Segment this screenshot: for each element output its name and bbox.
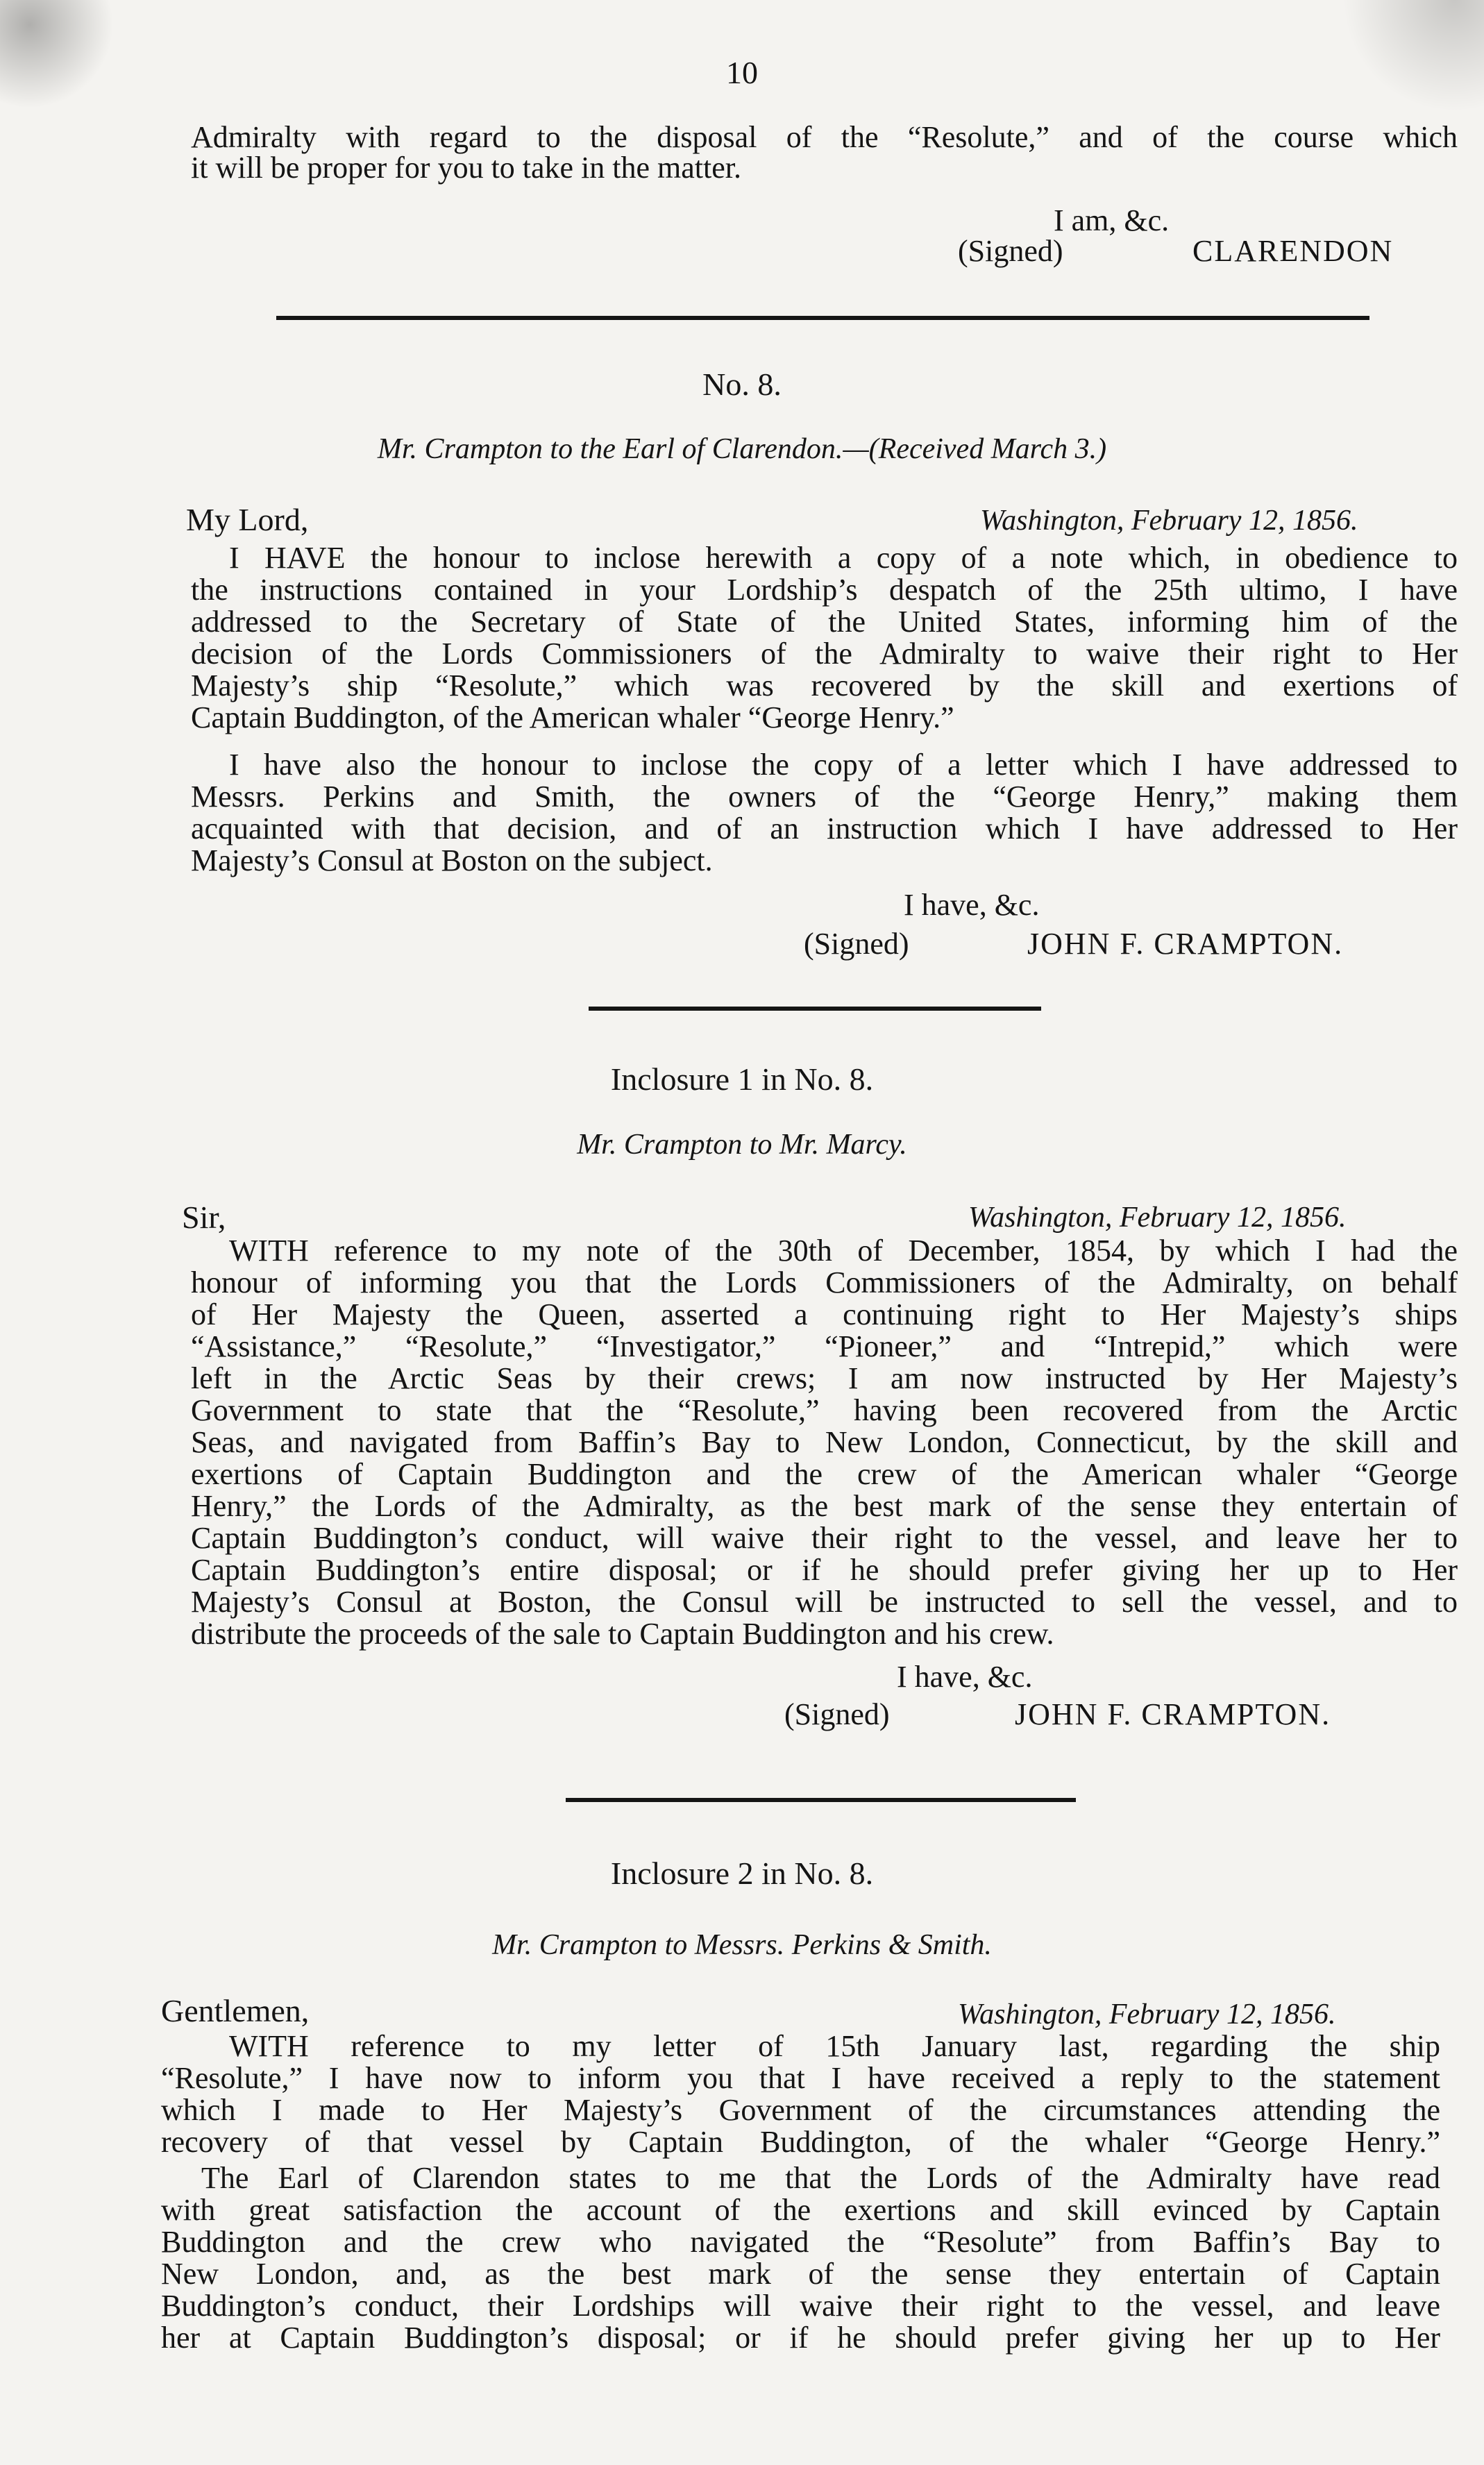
body-line: Admiralty with regard to the disposal of the “Resolute,” and of the course which xyxy=(191,120,1458,154)
closing: I am, &c. xyxy=(1054,203,1170,237)
letter-title: Mr. Crampton to Messrs. Perkins & Smith. xyxy=(492,1929,992,1961)
body-line: Government to state that the “Resolute,” having been recovered from the Arctic xyxy=(191,1393,1458,1427)
closing: I have, &c. xyxy=(897,1660,1033,1694)
section-divider xyxy=(589,1007,1041,1011)
body-line: which I made to Her Majesty’s Government of the circumstances attending the xyxy=(161,2093,1440,2127)
body-line: exertions of Captain Buddington and the crew of the American whaler “George xyxy=(191,1457,1458,1491)
body-line: Buddington’s conduct, their Lordships will waive their right to the vessel, and leave xyxy=(161,2289,1440,2323)
body-line: “Assistance,” “Resolute,” “Investigator,” “Pioneer,” and “Intrepid,” which were xyxy=(191,1329,1458,1363)
body-line: “Resolute,” I have now to inform you that I have received a reply to the statement xyxy=(161,2061,1440,2095)
body-line: the instructions contained in your Lordship’s despatch of the 25th ultimo, I have xyxy=(191,573,1458,607)
section-divider xyxy=(276,316,1369,320)
section-divider xyxy=(566,1798,1076,1802)
signatory: CLARENDON xyxy=(1192,234,1394,268)
place-date: Washington, February 12, 1856. xyxy=(958,1999,1336,2030)
body-line: Majesty’s Consul at Boston, the Consul will be instructed to sell the vessel, and to xyxy=(191,1585,1458,1619)
body-line: acquainted with that decision, and of an instruction which I have addressed to Her xyxy=(191,811,1458,845)
signatory: JOHN F. CRAMPTON. xyxy=(1027,927,1344,961)
section-heading: Inclosure 1 in No. 8. xyxy=(610,1061,874,1097)
signed-label: (Signed) xyxy=(804,927,909,961)
place-date: Washington, February 12, 1856. xyxy=(968,1202,1347,1234)
body-line: her at Captain Buddington’s disposal; or if he should prefer giving her up to Her xyxy=(161,2321,1440,2355)
body-line: addressed to the Secretary of State of the United States, informing him of the xyxy=(191,605,1458,639)
body-line: of Her Majesty the Queen, asserted a continuing right to Her Majesty’s ships xyxy=(191,1297,1458,1331)
body-line: distribute the proceeds of the sale to Captain Buddington and his crew. xyxy=(191,1617,1054,1651)
body-line: Majesty’s ship “Resolute,” which was recovered by the skill and exertions of xyxy=(191,668,1458,703)
body-line: Captain Buddington, of the American whaler “George Henry.” xyxy=(191,700,954,734)
body-line: WITH reference to my note of the 30th of December, 1854, by which I had the xyxy=(229,1234,1458,1268)
body-line: Captain Buddington’s conduct, will waive their right to the vessel, and leave her to xyxy=(191,1521,1458,1555)
body-line: Majesty’s Consul at Boston on the subject. xyxy=(191,843,713,877)
salutation: Sir, xyxy=(182,1200,226,1235)
body-line: New London, and, as the best mark of the sense they entertain of Captain xyxy=(161,2257,1440,2291)
body-line: I HAVE the honour to inclose herewith a copy of a note which, in obedience to xyxy=(229,541,1458,575)
signatory: JOHN F. CRAMPTON. xyxy=(1015,1697,1331,1731)
body-line: Seas, and navigated from Baffin’s Bay to New London, Connecticut, by the skill and xyxy=(191,1425,1458,1459)
body-line: WITH reference to my letter of 15th January last, regarding the ship xyxy=(229,2029,1440,2063)
signed-label: (Signed) xyxy=(784,1697,890,1731)
salutation: Gentlemen, xyxy=(161,1993,310,2028)
section-heading: Inclosure 2 in No. 8. xyxy=(610,1856,874,1891)
body-line: I have also the honour to inclose the copy of a letter which I have addressed to xyxy=(229,748,1458,782)
body-line: left in the Arctic Seas by their crews; I am now instructed by Her Majesty’s xyxy=(191,1361,1458,1395)
section-heading: No. 8. xyxy=(702,367,782,402)
body-line: honour of informing you that the Lords Commissioners of the Admiralty, on behalf xyxy=(191,1265,1458,1299)
body-line: it will be proper for you to take in the matter. xyxy=(191,151,742,185)
salutation: My Lord, xyxy=(186,502,309,537)
body-line: Henry,” the Lords of the Admiralty, as the best mark of the sense they entertain of xyxy=(191,1489,1458,1523)
letter-title: Mr. Crampton to the Earl of Clarendon.—(Received March 3.) xyxy=(377,433,1107,465)
closing: I have, &c. xyxy=(904,888,1040,922)
body-line: Buddington and the crew who navigated the “Resolute” from Baffin’s Bay to xyxy=(161,2225,1440,2259)
letter-title: Mr. Crampton to Mr. Marcy. xyxy=(577,1129,907,1161)
place-date: Washington, February 12, 1856. xyxy=(980,505,1358,537)
body-line: recovery of that vessel by Captain Buddington, of the whaler “George Henry.” xyxy=(161,2125,1440,2159)
body-line: Messrs. Perkins and Smith, the owners of the “George Henry,” making them xyxy=(191,780,1458,814)
page-number: 10 xyxy=(726,55,758,90)
body-line: with great satisfaction the account of the exertions and skill evinced by Captain xyxy=(161,2193,1440,2227)
body-line: decision of the Lords Commissioners of the Admiralty to waive their right to Her xyxy=(191,637,1458,671)
signed-label: (Signed) xyxy=(958,234,1063,268)
body-line: The Earl of Clarendon states to me that the Lords of the Admiralty have read xyxy=(201,2161,1440,2195)
body-line: Captain Buddington’s entire disposal; or if he should prefer giving her up to Her xyxy=(191,1553,1458,1587)
